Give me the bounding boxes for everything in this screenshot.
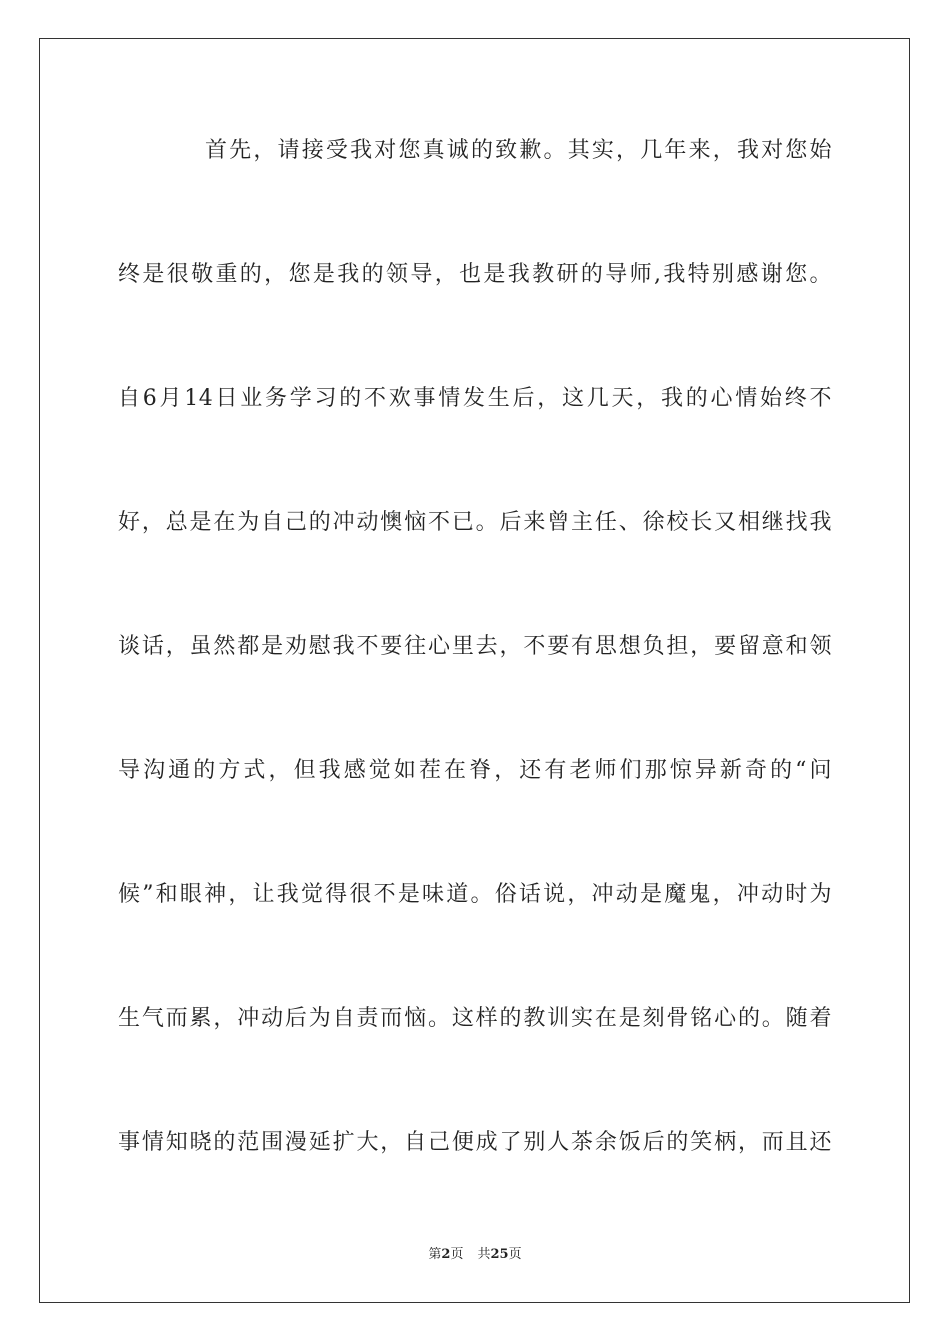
text-line: 首先，请接受我对您真诚的致歉。其实，几年来，我对您始 bbox=[205, 138, 832, 163]
page-prefix: 第 bbox=[428, 1247, 442, 1262]
text-line: 事情知晓的范围漫延扩大，自己便成了别人茶余饭后的笑柄，而且还 bbox=[118, 1130, 832, 1155]
text-line: 好，总是在为自己的冲动懊恼不已。后来曾主任、徐校长又相继找我 bbox=[118, 510, 832, 535]
page-footer bbox=[0, 1246, 950, 1264]
text-line: 生气而累，冲动后为自责而恼。这样的教训实在是刻骨铭心的。随着 bbox=[118, 1006, 832, 1031]
page-number: 2 bbox=[441, 1247, 451, 1262]
text-line: 终是很敬重的，您是我的领导，也是我教研的导师,我特别感谢您。 bbox=[118, 262, 832, 287]
text-line: 候”和眼神，让我觉得很不是味道。俗话说，冲动是魔鬼，冲动时为 bbox=[118, 882, 832, 907]
total-pages: 25 bbox=[490, 1247, 509, 1262]
total-prefix: 共 bbox=[477, 1247, 491, 1262]
text-line: 谈话，虽然都是劝慰我不要往心里去，不要有思想负担，要留意和领 bbox=[118, 634, 832, 659]
total-suffix: 页 bbox=[508, 1247, 522, 1262]
text-line: 导沟通的方式，但我感觉如茬在脊，还有老师们那惊异新奇的“问 bbox=[118, 758, 832, 783]
page-border bbox=[39, 38, 910, 1303]
page-suffix: 页 bbox=[450, 1247, 464, 1262]
text-line: 自6月14日业务学习的不欢事情发生后，这几天，我的心情始终不 bbox=[118, 386, 832, 411]
